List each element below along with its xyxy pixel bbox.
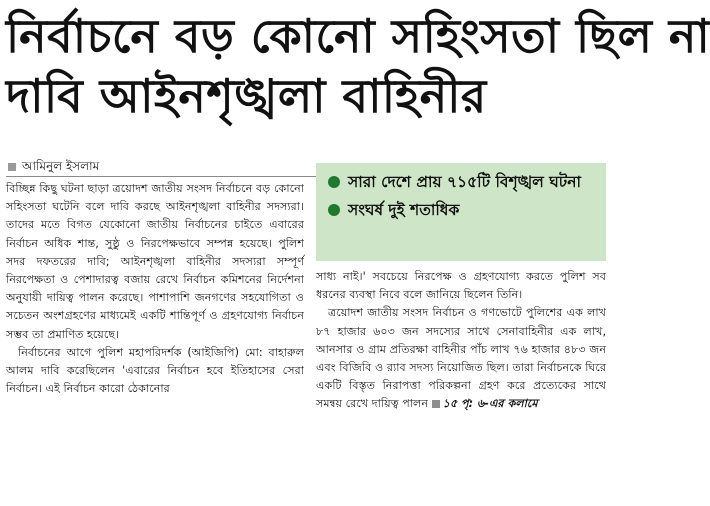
author-name: আমিনুল ইসলাম (22, 159, 100, 173)
paragraph-3: সাধ্য নাই।' সবচেয়ে নিরপেক্ষ ও গ্রহণযোগ্য করতে পুলিশ সব ধরনের ব্যবস্থা নিবে বলে জানিয়ে ছিলেন তিনি। (316, 270, 606, 302)
byline (8, 158, 99, 178)
highlight-item (328, 171, 596, 193)
paragraph-4-text: ত্রয়োদশ জাতীয় সংসদ নির্বাচন ও গণভোটে পুলিশের এক লাখ ৮৭ হাজার ৬০৩ জন সদস্যের সাথে সেনাবাহিনীর এক লাখ, আনসার ও গ্রাম প্রতিরক্ষা বাহিনীর পাঁচ লাখ ৭৬ হাজার ৪৮৩ জন এবং বিজিবি ও র‍্যাব সদস্য নিয়োজিত ছিল। তারা নির্বাচনকে ঘিরে একটি বিস্তৃত নিরাপত্তা পরিকল্পনা গ্রহণ করে প্রত্যেকের সাথে সমন্বয় রেখে দায়িত্ব পালন (316, 306, 606, 411)
continuation-text: ১৫ পৃ: ৬-এর কলামে (442, 397, 538, 411)
highlight-text-1: সারা দেশে প্রায় ৭১৫টি বিশৃঙ্খল ঘটনা (348, 173, 581, 191)
right-column (316, 268, 606, 500)
left-column (6, 180, 304, 500)
continuation-ref (432, 397, 538, 410)
highlight-item (328, 199, 596, 221)
bullet-dot-icon (328, 204, 340, 216)
paragraph-1: বিচ্ছিন্ন কিছু ঘটনা ছাড়া ত্রয়োদশ জাতীয় সংসদ নির্বাচনে বড় কোনো সহিংসতা ঘটেনি বলে দাবি করছে আইনশৃঙ্খলা বাহিনীর সদস্যরা। তাদের মতে বিগত যেকোনো জাতীয় নির্বাচনের চাইতে এবারের নির্বাচন অধিক শান্ত, সুষ্ঠু ও নিরপেক্ষভাবে সম্পন্ন হয়েছে। পুলিশ সদর দফতরের দাবি; আইনশৃঙ্খলা বাহিনীর সদস্যরা সম্পূর্ণ নিরপেক্ষতা ও পেশাদারত্ব বজায় রেখে নির্বাচন কমিশনের নির্দেশনা অনুযায়ী দায়িত্ব পালন করেছে। পাশাপাশি জনগণের সহযোগিতা ও সচেতন অংশগ্রহণের মাধ্যমেই একটি শান্তিপূর্ণ ও গ্রহণযোগ্য নির্বাচন সম্ভব তা প্রমাণিত হয়েছে। (6, 182, 304, 341)
highlight-text-2: সংঘর্ষ দুই শতাধিক (348, 201, 460, 219)
byline-square-icon (8, 163, 16, 171)
continuation-square-icon (432, 400, 440, 408)
headline-line-1: নির্বাচনে বড় কোনো সহিংসতা ছিল না (6, 9, 710, 63)
headline-line-2: দাবি আইনশৃঙ্খলা বাহিনীর (6, 69, 487, 123)
headline (6, 6, 710, 126)
bullet-dot-icon (328, 176, 340, 188)
highlights-box (316, 163, 606, 261)
paragraph-2: নির্বাচনের আগে পুলিশ মহাপরিদর্শক (আইজিপি) মো: বাহারুল আলম দাবি করেছিলেন 'এবারের নির্বাচন হবে ইতিহাসের সেরা নির্বাচন। এই নির্বাচন কারো ঠেকানোর (6, 345, 304, 396)
paragraph-4 (316, 304, 606, 413)
